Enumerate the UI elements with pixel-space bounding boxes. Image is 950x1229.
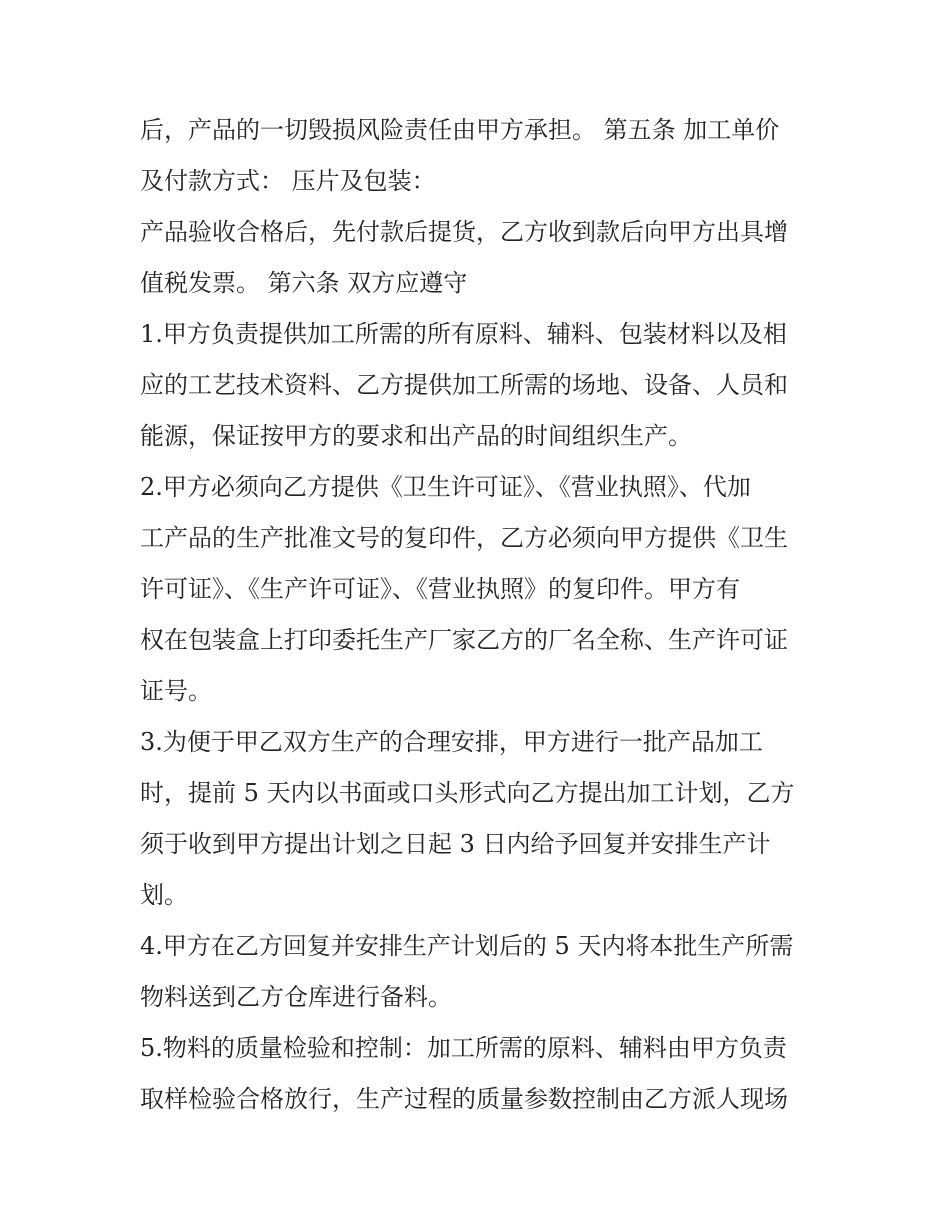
text-line: 1.甲方负责提供加工所需的所有原料、辅料、包装材料以及相 (140, 320, 787, 348)
text-line: 证号。 (140, 677, 212, 705)
text-line: 能源，保证按甲方的要求和出产品的时间组织生产。 (140, 422, 692, 450)
text-line: 产品验收合格后，先付款后提货，乙方收到款后向甲方出具增 (140, 218, 788, 246)
contract-body-text (140, 108, 820, 1128)
text-line: 物料送到乙方仓库进行备料。 (140, 983, 452, 1011)
text-line: 时，提前 5 天内以书面或口头形式向乙方提出加工计划，乙方 (140, 779, 795, 807)
text-line: 应的工艺技术资料、乙方提供加工所需的场地、设备、人员和 (140, 371, 788, 399)
text-line: 工产品的生产批准文号的复印件，乙方必须向甲方提供《卫生 (140, 524, 788, 552)
text-line: 4.甲方在乙方回复并安排生产计划后的 5 天内将本批生产所需 (140, 932, 794, 960)
text-line: 及付款方式： 压片及包装： (140, 167, 436, 195)
text-line: 3.为便于甲乙双方生产的合理安排，甲方进行一批产品加工 (140, 728, 763, 756)
text-line: 须于收到甲方提出计划之日起 3 日内给予回复并安排生产计 (140, 830, 771, 858)
text-line: 2.甲方必须向乙方提供《卫生许可证》、《营业执照》、代加 (140, 473, 751, 501)
text-line: 后，产品的一切毁损风险责任由甲方承担。 第五条 加工单价 (140, 116, 780, 144)
text-line: 取样检验合格放行，生产过程的质量参数控制由乙方派人现场 (140, 1085, 788, 1113)
text-line: 5.物料的质量检验和控制：加工所需的原料、辅料由甲方负责 (140, 1034, 787, 1062)
text-line: 划。 (140, 881, 188, 909)
text-line: 值税发票。 第六条 双方应遵守 (140, 269, 468, 297)
text-line: 权在包装盒上打印委托生产厂家乙方的厂名全称、生产许可证 (140, 626, 788, 654)
text-line: 许可证》、《生产许可证》、《营业执照》的复印件。甲方有 (140, 575, 740, 603)
